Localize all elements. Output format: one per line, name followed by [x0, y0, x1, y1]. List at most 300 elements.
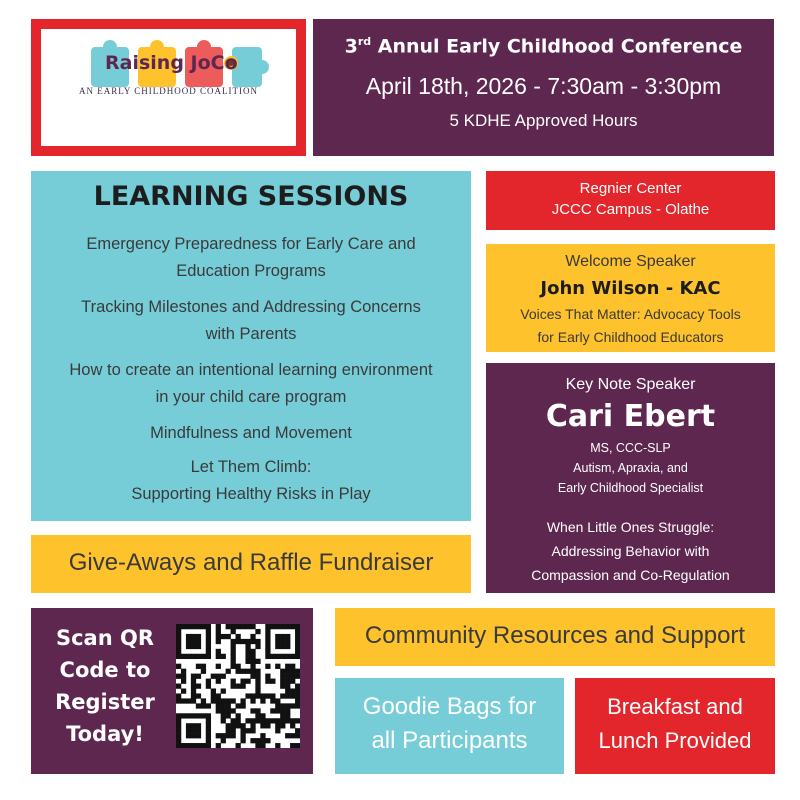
goodie-line: Goodie Bags for	[362, 693, 537, 720]
qr-module	[245, 669, 250, 674]
logo-frame	[31, 19, 306, 156]
qr-module	[285, 688, 290, 693]
welcome-label: Welcome Speaker	[565, 253, 696, 270]
qr-module	[240, 624, 245, 629]
qr-module	[280, 624, 285, 629]
qr-text-line: Code to	[59, 658, 151, 682]
conference-title	[313, 35, 774, 57]
qr-module	[265, 654, 270, 659]
qr-module	[231, 708, 236, 713]
qr-module	[191, 644, 196, 649]
qr-module	[295, 688, 300, 693]
qr-module	[176, 649, 181, 654]
qr-module	[245, 693, 250, 698]
qr-module	[285, 718, 290, 723]
meals-line: Breakfast and	[607, 694, 743, 719]
qr-module	[255, 693, 260, 698]
qr-module	[201, 703, 206, 708]
learning-sessions-panel	[31, 171, 471, 521]
qr-module	[295, 639, 300, 644]
venue-panel	[486, 171, 775, 230]
title-ordinal: 3	[344, 35, 358, 58]
keynote-talk-title: Addressing Behavior with	[551, 543, 710, 559]
qr-module	[285, 624, 290, 629]
qr-module	[221, 718, 226, 723]
qr-module	[196, 654, 201, 659]
qr-module	[236, 664, 241, 669]
qr-module	[285, 674, 290, 679]
qr-module	[245, 654, 250, 659]
qr-module	[245, 639, 250, 644]
qr-module	[265, 644, 270, 649]
keynote-talk-title: Compassion and Co-Regulation	[531, 567, 730, 583]
qr-module	[196, 664, 201, 669]
sessions-title: LEARNING SESSIONS	[93, 181, 409, 212]
qr-module	[295, 733, 300, 738]
qr-module	[285, 703, 290, 708]
qr-module	[176, 684, 181, 689]
qr-module	[250, 674, 255, 679]
qr-module	[295, 684, 300, 689]
qr-module	[191, 624, 196, 629]
qr-module	[255, 738, 260, 743]
qr-module	[265, 634, 270, 639]
qr-module	[240, 703, 245, 708]
session-line: in your child care program	[155, 388, 347, 406]
qr-module	[196, 713, 201, 718]
qr-module	[206, 713, 211, 718]
qr-module	[196, 684, 201, 689]
qr-module	[216, 708, 221, 713]
qr-module	[226, 634, 231, 639]
qr-module	[206, 644, 211, 649]
qr-module	[250, 659, 255, 664]
qr-module	[231, 639, 236, 644]
qr-module	[206, 703, 211, 708]
qr-module	[186, 723, 191, 728]
giveaways-banner: Give-Aways and Raffle Fundraiser	[31, 535, 471, 593]
qr-module	[186, 728, 191, 733]
qr-module	[176, 664, 181, 669]
conference-date: April 18th, 2026 - 7:30am - 3:30pm	[365, 73, 722, 99]
qr-module	[191, 634, 196, 639]
qr-module	[285, 669, 290, 674]
qr-module	[181, 698, 186, 703]
qr-module	[265, 629, 270, 634]
qr-module	[250, 738, 255, 743]
qr-module	[231, 629, 236, 634]
qr-module	[290, 743, 295, 748]
approved-hours: 5 KDHE Approved Hours	[449, 111, 638, 130]
qr-module	[191, 688, 196, 693]
qr-module	[285, 639, 290, 644]
qr-module	[260, 698, 265, 703]
qr-module	[245, 718, 250, 723]
qr-module	[196, 693, 201, 698]
qr-module	[240, 723, 245, 728]
qr-module	[201, 698, 206, 703]
qr-module	[255, 718, 260, 723]
qr-call-to-action	[39, 622, 171, 750]
keynote-specialty: Autism, Apraxia, and	[573, 461, 688, 475]
qr-module	[255, 674, 260, 679]
qr-module	[201, 669, 206, 674]
qr-module	[285, 693, 290, 698]
qr-module	[250, 654, 255, 659]
qr-module	[280, 703, 285, 708]
keynote-speaker-name: Cari Ebert	[545, 399, 716, 434]
qr-module	[176, 639, 181, 644]
qr-module	[206, 639, 211, 644]
qr-module	[280, 684, 285, 689]
qr-module	[255, 713, 260, 718]
qr-module	[211, 674, 216, 679]
qr-module	[216, 634, 221, 639]
session-line: Let Them Climb:	[190, 458, 312, 476]
qr-module	[295, 698, 300, 703]
session-line: Tracking Milestones and Addressing Concerns	[81, 298, 421, 316]
qr-module	[275, 624, 280, 629]
qr-module	[236, 639, 241, 644]
qr-module	[245, 728, 250, 733]
qr-module	[240, 669, 245, 674]
qr-text-line: Scan QR	[55, 626, 155, 650]
qr-module	[280, 693, 285, 698]
qr-module	[216, 698, 221, 703]
qr-module	[186, 634, 191, 639]
qr-module	[221, 733, 226, 738]
qr-module	[221, 688, 226, 693]
qr-module	[181, 743, 186, 748]
qr-module	[206, 733, 211, 738]
qr-module	[216, 703, 221, 708]
qr-module	[176, 624, 181, 629]
qr-module	[295, 693, 300, 698]
meals-panel	[575, 678, 775, 774]
qr-module	[275, 698, 280, 703]
qr-module	[265, 718, 270, 723]
qr-module	[250, 639, 255, 644]
qr-module	[206, 679, 211, 684]
keynote-speaker-panel	[486, 363, 775, 593]
qr-module	[260, 718, 265, 723]
qr-module	[295, 644, 300, 649]
qr-module	[221, 703, 226, 708]
qr-module	[231, 644, 236, 649]
qr-module	[295, 703, 300, 708]
qr-module	[231, 664, 236, 669]
qr-module	[221, 713, 226, 718]
qr-module	[186, 698, 191, 703]
qr-module	[270, 693, 275, 698]
qr-module	[191, 679, 196, 684]
qr-module	[295, 718, 300, 723]
qr-module	[201, 664, 206, 669]
qr-module	[275, 644, 280, 649]
qr-module	[181, 688, 186, 693]
qr-module	[191, 723, 196, 728]
session-item	[39, 420, 463, 447]
qr-module	[176, 698, 181, 703]
qr-module	[196, 733, 201, 738]
qr-module	[255, 644, 260, 649]
qr-module	[285, 634, 290, 639]
qr-module	[265, 674, 270, 679]
qr-module	[255, 669, 260, 674]
qr-module	[260, 723, 265, 728]
goodie-line: all Participants	[371, 727, 528, 754]
keynote-talk-title: When Little Ones Struggle:	[546, 519, 715, 535]
qr-module	[201, 713, 206, 718]
qr-module	[231, 733, 236, 738]
qr-module	[191, 713, 196, 718]
qr-module	[201, 654, 206, 659]
qr-module	[176, 718, 181, 723]
qr-module	[216, 664, 221, 669]
qr-register-panel	[31, 608, 313, 774]
welcome-speaker-name: John Wilson - KAC	[540, 278, 721, 299]
qr-module	[270, 718, 275, 723]
session-line: Supporting Healthy Risks in Play	[131, 485, 371, 503]
qr-module	[275, 654, 280, 659]
qr-module	[250, 634, 255, 639]
qr-module	[176, 674, 181, 679]
community-resources-banner: Community Resources and Support	[335, 608, 775, 666]
qr-module	[191, 693, 196, 698]
qr-module	[196, 634, 201, 639]
keynote-label: Key Note Speaker	[565, 376, 696, 393]
qr-module	[236, 669, 241, 674]
qr-module	[290, 669, 295, 674]
qr-module	[206, 723, 211, 728]
qr-module	[280, 708, 285, 713]
qr-module	[211, 693, 216, 698]
qr-module	[285, 684, 290, 689]
qr-module	[226, 723, 231, 728]
qr-module	[206, 718, 211, 723]
qr-module	[265, 639, 270, 644]
session-item	[39, 231, 463, 285]
qr-module	[176, 743, 181, 748]
qr-module	[280, 644, 285, 649]
qr-module	[201, 743, 206, 748]
qr-module	[176, 693, 181, 698]
qr-module	[231, 718, 236, 723]
qr-module	[295, 743, 300, 748]
qr-module	[231, 723, 236, 728]
qr-module	[216, 639, 221, 644]
qr-module	[295, 629, 300, 634]
qr-module	[186, 624, 191, 629]
qr-module	[250, 723, 255, 728]
qr-module	[240, 698, 245, 703]
qr-module	[226, 624, 231, 629]
qr-module	[231, 728, 236, 733]
qr-module	[231, 654, 236, 659]
qr-module	[255, 629, 260, 634]
qr-module	[226, 733, 231, 738]
qr-module	[201, 624, 206, 629]
qr-module	[206, 654, 211, 659]
qr-module	[280, 723, 285, 728]
qr-module	[260, 693, 265, 698]
qr-module	[290, 688, 295, 693]
qr-module	[236, 684, 241, 689]
logo-name: Raising JoCo	[105, 52, 238, 74]
qr-module	[295, 674, 300, 679]
qr-module	[226, 703, 231, 708]
qr-module	[295, 654, 300, 659]
qr-module	[176, 723, 181, 728]
qr-module	[181, 654, 186, 659]
qr-module	[250, 669, 255, 674]
qr-module	[196, 728, 201, 733]
qr-module	[295, 634, 300, 639]
qr-module	[216, 693, 221, 698]
qr-module	[181, 713, 186, 718]
welcome-talk-title: Voices That Matter: Advocacy Tools	[520, 306, 741, 322]
qr-module	[221, 698, 226, 703]
session-line: How to create an intentional learning environment	[69, 361, 433, 379]
qr-module	[176, 654, 181, 659]
qr-module	[275, 664, 280, 669]
qr-module	[240, 738, 245, 743]
qr-module	[186, 644, 191, 649]
keynote-specialty: Early Childhood Specialist	[557, 481, 704, 495]
qr-module	[176, 713, 181, 718]
qr-module	[260, 738, 265, 743]
qr-module	[181, 674, 186, 679]
qr-module	[240, 679, 245, 684]
qr-module	[290, 679, 295, 684]
qr-module	[275, 634, 280, 639]
qr-module	[216, 679, 221, 684]
qr-module	[236, 703, 241, 708]
qr-module	[236, 713, 241, 718]
qr-module	[270, 679, 275, 684]
qr-module	[240, 639, 245, 644]
qr-module	[270, 624, 275, 629]
qr-module	[231, 679, 236, 684]
qr-module	[236, 634, 241, 639]
qr-module	[216, 733, 221, 738]
qr-module	[186, 733, 191, 738]
qr-module	[285, 644, 290, 649]
qr-module	[290, 674, 295, 679]
qr-module	[250, 664, 255, 669]
qr-module	[290, 624, 295, 629]
qr-module	[176, 728, 181, 733]
qr-module	[275, 708, 280, 713]
qr-module	[196, 674, 201, 679]
qr-module	[211, 688, 216, 693]
qr-module	[191, 639, 196, 644]
qr-module	[176, 629, 181, 634]
qr-module	[176, 733, 181, 738]
qr-module	[285, 654, 290, 659]
qr-module	[240, 733, 245, 738]
welcome-talk-title: for Early Childhood Educators	[537, 329, 724, 345]
qr-module	[285, 733, 290, 738]
venue-name: Regnier Center	[579, 180, 682, 197]
qr-module	[221, 708, 226, 713]
qr-module	[231, 698, 236, 703]
qr-module	[231, 659, 236, 664]
qr-module	[255, 639, 260, 644]
qr-module	[280, 669, 285, 674]
qr-module	[221, 654, 226, 659]
qr-code-icon[interactable]	[176, 624, 300, 748]
qr-module	[216, 654, 221, 659]
qr-module	[240, 684, 245, 689]
qr-module	[206, 743, 211, 748]
session-line: with Parents	[205, 325, 297, 343]
qr-module	[231, 684, 236, 689]
qr-module	[196, 624, 201, 629]
qr-module	[280, 654, 285, 659]
qr-module	[255, 743, 260, 748]
qr-module	[250, 718, 255, 723]
qr-module	[196, 639, 201, 644]
qr-module	[226, 728, 231, 733]
qr-module	[240, 728, 245, 733]
qr-module	[181, 624, 186, 629]
qr-module	[250, 624, 255, 629]
qr-module	[255, 708, 260, 713]
qr-module	[196, 703, 201, 708]
qr-module	[181, 679, 186, 684]
qr-module	[260, 733, 265, 738]
qr-module	[216, 674, 221, 679]
qr-module	[231, 624, 236, 629]
qr-module	[226, 713, 231, 718]
qr-module	[265, 723, 270, 728]
qr-module	[206, 629, 211, 634]
session-line: Mindfulness and Movement	[150, 424, 352, 442]
qr-module	[236, 723, 241, 728]
qr-module	[260, 743, 265, 748]
qr-module	[280, 718, 285, 723]
qr-module	[275, 728, 280, 733]
qr-module	[285, 664, 290, 669]
conference-header	[313, 19, 774, 156]
qr-module	[255, 659, 260, 664]
qr-module	[196, 743, 201, 748]
qr-module	[270, 654, 275, 659]
qr-module	[290, 718, 295, 723]
qr-module	[290, 693, 295, 698]
qr-module	[221, 738, 226, 743]
qr-module	[290, 723, 295, 728]
qr-module	[206, 684, 211, 689]
qr-module	[265, 693, 270, 698]
qr-module	[191, 743, 196, 748]
logo	[41, 29, 296, 146]
qr-module	[275, 639, 280, 644]
logo-tagline: AN EARLY CHILDHOOD COALITION	[79, 86, 258, 96]
qr-module	[275, 703, 280, 708]
qr-module	[255, 688, 260, 693]
qr-module	[191, 733, 196, 738]
qr-module	[176, 634, 181, 639]
qr-module	[206, 649, 211, 654]
qr-module	[280, 713, 285, 718]
qr-module	[295, 624, 300, 629]
qr-module	[270, 708, 275, 713]
qr-module	[245, 624, 250, 629]
qr-module	[191, 728, 196, 733]
qr-module	[186, 639, 191, 644]
